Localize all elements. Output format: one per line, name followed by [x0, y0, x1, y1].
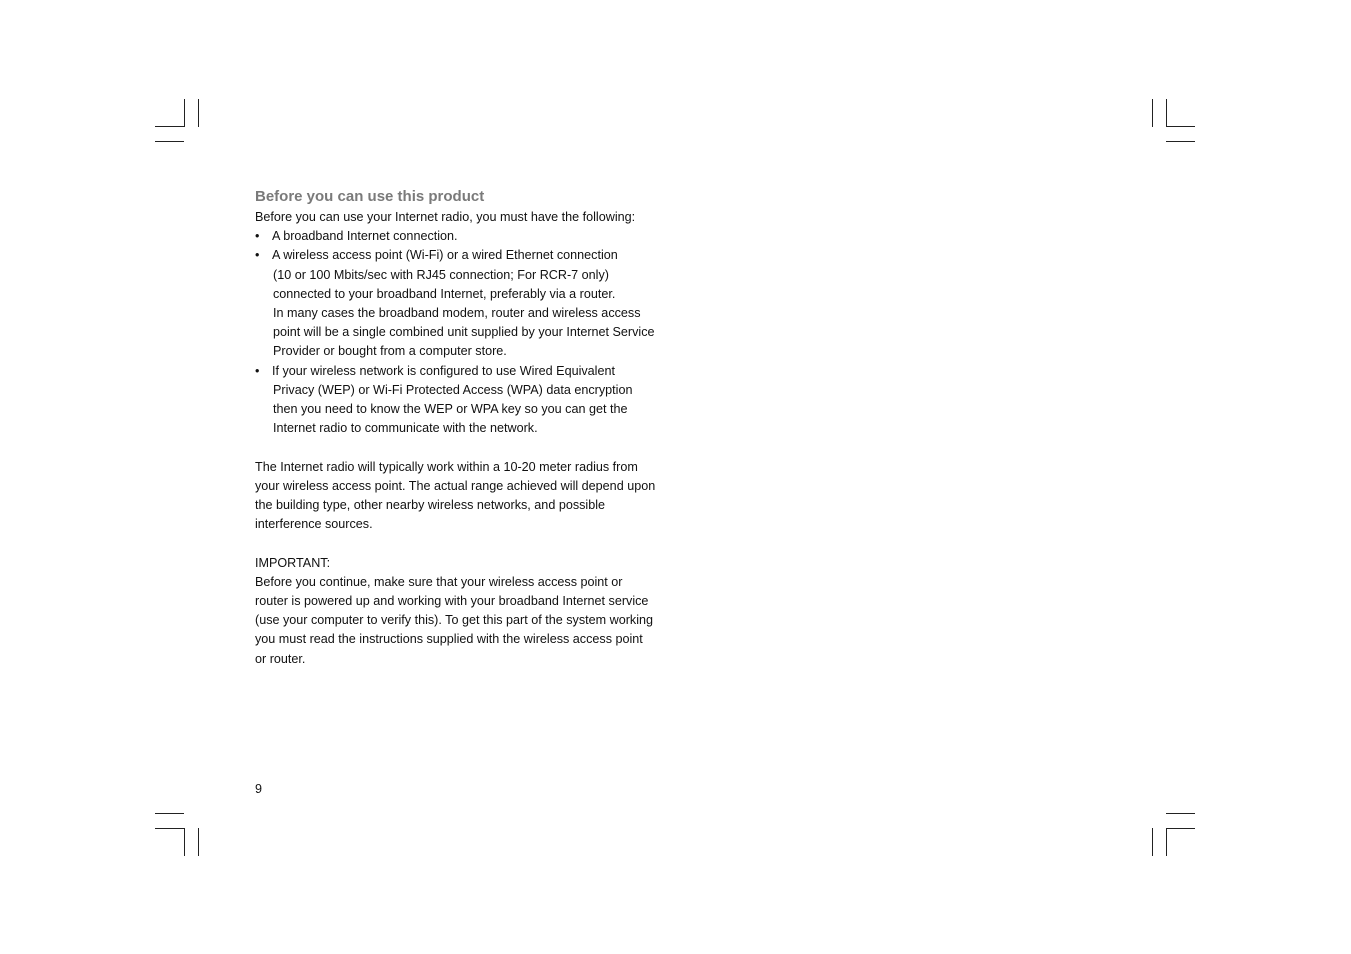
list-item-text: point will be a single combined unit supplied by your Internet Service	[273, 325, 655, 340]
crop-mark	[184, 99, 185, 127]
list-item-text: (10 or 100 Mbits/sec with RJ45 connection; For RCR-7 only)	[273, 267, 609, 282]
list-item-text: Privacy (WEP) or Wi-Fi Protected Access (WPA) data encryption	[273, 382, 633, 397]
paragraph-line: your wireless access point. The actual range achieved will depend upon	[255, 478, 656, 493]
requirements-list	[255, 227, 675, 438]
paragraph-line: The Internet radio will typically work within a 10-20 meter radius from	[255, 459, 638, 474]
intro-text: Before you can use your Internet radio, you must have the following:	[255, 210, 636, 224]
list-item	[255, 246, 675, 361]
bullet-icon: •	[255, 248, 260, 263]
list-item-text: A broadband Internet connection.	[272, 229, 458, 244]
crop-mark	[155, 813, 184, 814]
important-paragraph	[255, 573, 675, 669]
bullet-icon: •	[255, 229, 260, 244]
page-content	[255, 187, 675, 669]
paragraph-line: (use your computer to verify this). To get this part of the system working	[255, 613, 654, 628]
list-item-text: Internet radio to communicate with the network.	[273, 421, 538, 436]
paragraph-line: router is powered up and working with your broadband Internet service	[255, 594, 649, 609]
list-item	[255, 362, 675, 439]
section-heading: Before you can use this product	[255, 188, 485, 205]
crop-mark	[198, 99, 199, 127]
paragraph-line: interference sources.	[255, 517, 373, 532]
paragraph-line: or router.	[255, 651, 306, 666]
crop-mark	[198, 828, 199, 856]
list-item-text: Provider or bought from a computer store.	[273, 344, 507, 359]
page-number: 9	[255, 782, 263, 796]
crop-mark	[155, 828, 184, 829]
crop-mark	[1166, 141, 1195, 142]
list-item-text: connected to your broadband Internet, preferably via a router.	[273, 286, 616, 301]
crop-mark	[1166, 828, 1195, 829]
crop-mark	[1166, 126, 1195, 127]
list-item-text: In many cases the broadband modem, router and wireless access	[273, 306, 641, 321]
crop-mark	[1166, 813, 1195, 814]
list-item-text: A wireless access point (Wi-Fi) or a wired Ethernet connection	[272, 248, 618, 263]
bullet-icon: •	[255, 363, 260, 378]
crop-mark	[1166, 99, 1167, 127]
list-item-text: If your wireless network is configured to use Wired Equivalent	[272, 363, 615, 378]
range-paragraph	[255, 458, 675, 535]
paragraph-line: the building type, other nearby wireless networks, and possible	[255, 498, 606, 513]
important-label: IMPORTANT:	[255, 555, 331, 570]
list-item	[255, 227, 675, 246]
crop-mark	[155, 126, 184, 127]
list-item-text: then you need to know the WEP or WPA key so you can get the	[273, 402, 628, 417]
paragraph-line: Before you continue, make sure that your wireless access point or	[255, 574, 623, 589]
crop-mark	[1152, 828, 1153, 856]
crop-mark	[1152, 99, 1153, 127]
paragraph-line: you must read the instructions supplied with the wireless access point	[255, 632, 643, 647]
crop-mark	[1166, 828, 1167, 856]
crop-mark	[155, 141, 184, 142]
crop-mark	[184, 828, 185, 856]
